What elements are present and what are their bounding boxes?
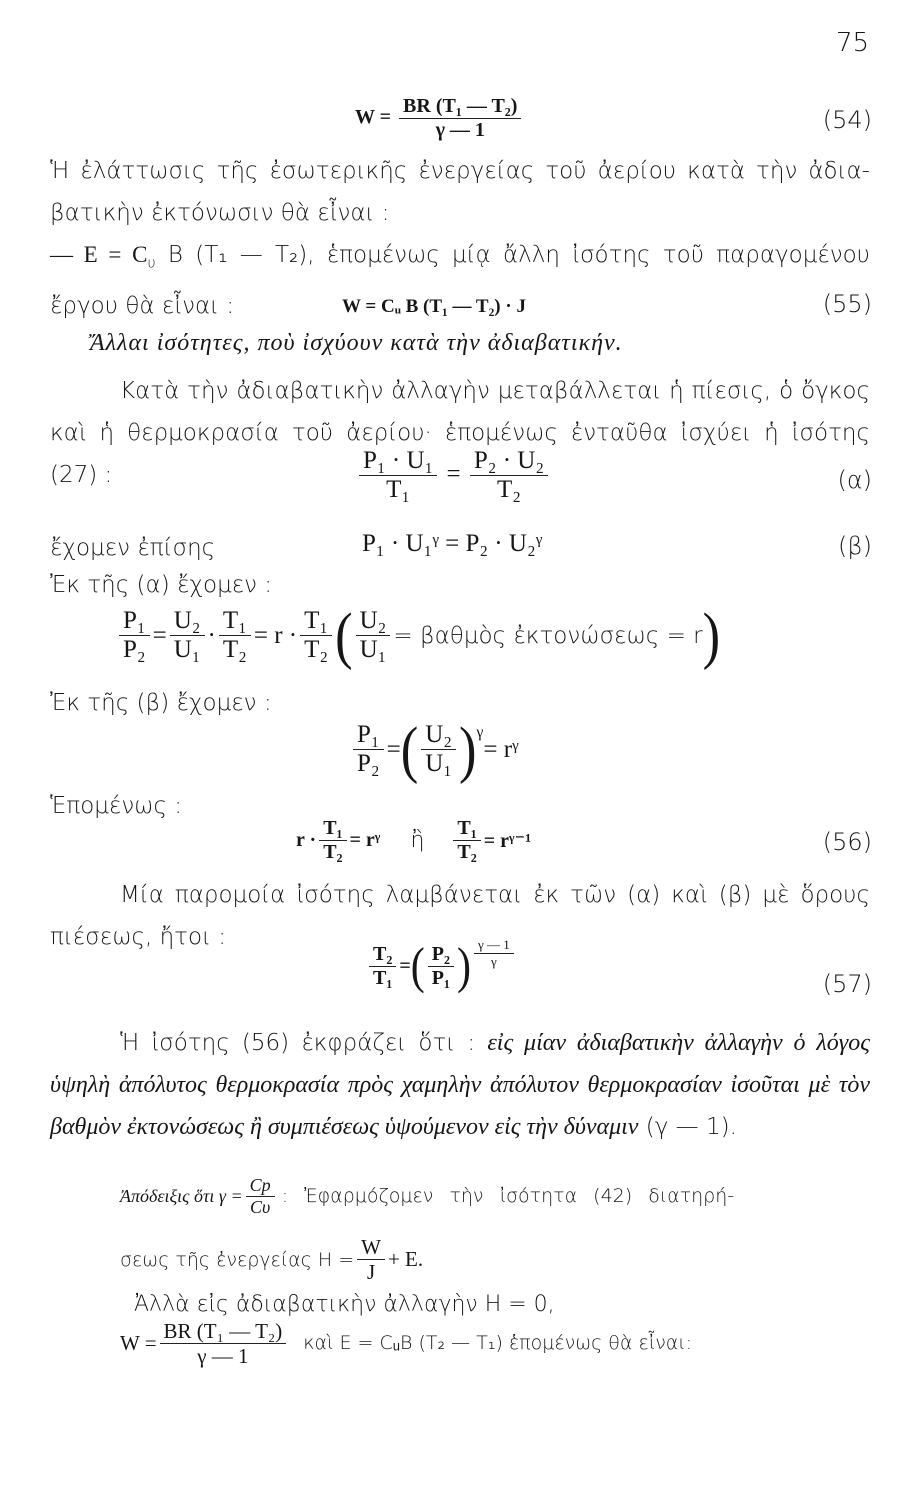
proof-line2-num: W (357, 1236, 385, 1260)
echomen-episis: ἔχομεν ἐπίσης (50, 535, 216, 561)
eq54-lhs: W = (355, 106, 392, 129)
proof-label: Ἀπόδειξις ὅτι γ = (120, 1185, 243, 1206)
eq56-pre: r · (296, 829, 317, 851)
pr-close-paren: ) (459, 714, 477, 785)
eq57-left-frac (369, 944, 396, 989)
eq56-rhs: = rᵞ⁻¹ (483, 830, 532, 852)
ratio-f3-den: T₂ (222, 636, 247, 664)
ratio-f4-den: T₂ (304, 636, 329, 664)
ratio-dot: · (207, 621, 216, 649)
ratio-f4-num: T₁ (300, 608, 332, 636)
ratio-f1-num: P₁ (119, 608, 150, 636)
ratio-eq-1: = (152, 621, 167, 649)
proof-fraction (246, 1176, 275, 1217)
equation-54 (355, 96, 524, 141)
para4-start: Ἡ ἰσότης (56) ἐκφράζει ὅτι : (120, 1030, 488, 1056)
alpha-right-num: P₂ · U₂ (470, 448, 548, 476)
pr-open-paren: ( (400, 714, 419, 785)
ratio-close-paren: ) (702, 600, 721, 671)
pr-inner-frac (421, 722, 456, 778)
proof-line2-post: + E. (387, 1247, 424, 1272)
ek-alpha: Ἐκ τῆς (α) ἔχομεν : (50, 572, 273, 598)
ratio-frac-4 (300, 608, 332, 664)
paragraph-3: Μία παρομοία ἰσότης λαμβάνεται ἐκ τῶν (α) καὶ (β) μὲ ὅρους πιέσεως, ἤτοι : (50, 882, 870, 950)
pr-rhs: = rᵞ (483, 735, 519, 763)
equation-57 (366, 937, 517, 995)
equation-ratio (116, 600, 721, 671)
eq-beta-label: (β) (837, 532, 872, 560)
epomenos: Ἑπομένως : (50, 793, 183, 819)
eq56-d2: T₂ (457, 841, 477, 863)
ratio-open-paren: ( (335, 600, 353, 671)
energy-lhs: — E = C (50, 242, 148, 267)
paragraph-4 (50, 1022, 870, 1148)
proof-line4-lhs: W = (120, 1331, 157, 1356)
eq57-exp-num: γ — 1 (474, 938, 514, 954)
ratio-f2-num: U₂ (170, 608, 205, 636)
equation-pressure-ratio (350, 714, 519, 785)
pr-exponent: γ (476, 724, 484, 741)
eq-alpha-label: (α) (837, 466, 872, 494)
eq57-inner-den: P₁ (431, 967, 450, 989)
ratio-f3-num: T₁ (219, 608, 251, 636)
eq57-exponent (474, 938, 514, 968)
ratio-frac-2 (170, 608, 205, 664)
proof-line-2 (120, 1236, 423, 1283)
eq56-frac-1 (319, 818, 346, 863)
equation-beta: P₁ · U₁ᵞ = P₂ · U₂ᵞ (362, 530, 543, 557)
ratio-mid: = r · (253, 621, 298, 649)
eq57-label: (57) (822, 970, 872, 998)
eq56-label: (56) (822, 828, 872, 856)
alpha-right-den: T₂ (496, 476, 521, 504)
eq57-inner-frac (428, 944, 454, 989)
alpha-equals: = (446, 460, 461, 488)
eq57-left-den: T₁ (373, 967, 393, 989)
ratio-inner-frac (356, 608, 391, 664)
equation-55: W = Cᵤ B (T₁ — T₂) · J (342, 296, 526, 317)
proof-line4-den: γ — 1 (197, 1344, 249, 1369)
proof-line2-den: J (366, 1260, 376, 1285)
eq56-n1: T₁ (319, 818, 346, 841)
proof-den: Cυ (250, 1196, 271, 1217)
pr-inner-den: U₁ (425, 750, 452, 778)
eq56-d1: T₂ (323, 841, 343, 863)
proof-line4-num: BR (T₁ — T₂) (160, 1320, 287, 1344)
eq57-exp-den: γ (490, 953, 497, 969)
alpha-left-num: P₁ · U₁ (359, 448, 437, 476)
pr-left-den: P₂ (357, 750, 380, 778)
proof-num: Cp (246, 1176, 275, 1197)
ratio-frac-1 (119, 608, 150, 664)
para4-italic: εἰς μίαν ἀδιαβατικὴν ἀλλαγὴν ὁ λόγος ὑψηλὴ ἀπόλυτος θερμοκρασία πρὸς χαμηλὴν ἀπόλυτον θερμοκρασίαν ἰσοῦται μὲ τὸν βαθμὸν ἐκτονώσεως ἢ συμπιέσεως ὑψούμενον εἰς τὴν δύναμιν (50, 1030, 871, 1140)
eq57-eq: = (399, 955, 411, 977)
eq54-numerator: BR (T₁ — T₂) (399, 96, 521, 119)
energy-rest: B (T₁ — T₂), ἑπομένως μίᾳ ἄλλη ἰσότης τοῦ παραγομένου ἔργου θὰ εἶναι : (50, 242, 870, 319)
ratio-inner-den: U₁ (359, 636, 387, 664)
eq57-inner-num: P₂ (428, 944, 454, 967)
eq54-fraction (399, 96, 521, 141)
proof-line-1 (120, 1176, 734, 1217)
eq57-left-num: T₂ (369, 944, 396, 967)
eq56-or: ἢ (410, 828, 425, 853)
para4-end: (γ — 1). (638, 1114, 737, 1140)
proof-line2-pre: σεως τῆς ἐνεργείας H = (120, 1248, 355, 1271)
proof-line4-post: καὶ E = CᵤB (T₂ — T₁) ἑπομένως θὰ εἶναι: (303, 1332, 693, 1355)
energy-sub: υ (147, 255, 156, 272)
ek-beta: Ἐκ τῆς (β) ἔχομεν : (50, 690, 272, 716)
eq56-frac-2 (453, 818, 480, 863)
proof-line4-fraction (160, 1320, 287, 1367)
eq56-mid1: = rᵞ (349, 829, 381, 851)
alpha-left-fraction (359, 448, 437, 504)
page-number: 75 (836, 28, 870, 58)
ratio-inner-text: = βαθμὸς ἐκτονώσεως = r (393, 622, 703, 649)
ratio-f1-den: P₂ (123, 636, 146, 664)
pr-left-frac (353, 722, 384, 778)
equation-56 (296, 818, 531, 863)
eq54-denominator: γ — 1 (435, 119, 485, 141)
ratio-frac-3 (219, 608, 251, 664)
paragraph-1: Ἡ ἐλάττωσις τῆς ἐσωτερικῆς ἐνεργείας τοῦ ἀερίου κατὰ τὴν ἀδια- βατικὴν ἐκτόνωσιν θὰ εἶναι : (50, 158, 870, 226)
pr-eq: = (386, 735, 401, 763)
ratio-f2-den: U₁ (173, 636, 201, 664)
pr-left-num: P₁ (353, 722, 384, 750)
section-heading: Ἄλλαι ἰσότητες, ποὺ ἰσχύουν κατὰ τὴν ἀδιαβατικήν. (90, 330, 623, 356)
proof-line-4 (120, 1320, 692, 1367)
pr-inner-num: U₂ (421, 722, 456, 750)
proof-line2-fraction (357, 1236, 385, 1283)
eq55-label: (55) (822, 290, 872, 318)
paragraph-2: Κατὰ τὴν ἀδιαβατικὴν ἀλλαγὴν μεταβάλλεται ἡ πίεσις, ὁ ὄγκος καὶ ἡ θερμοκρασία τοῦ ἀερίου· ἑπομένως ἐνταῦθα ἰσχύει ἡ ἰσότης (27) : (50, 378, 870, 488)
eq54-label: (54) (822, 106, 872, 134)
proof-text: : Ἐφαρμόζομεν τὴν ἰσότητα (42) διατηρή- (281, 1185, 735, 1208)
equation-alpha (356, 448, 551, 504)
eq56-n2: T₁ (453, 818, 480, 841)
eq57-close-paren: ) (456, 938, 471, 995)
eq57-open-paren: ( (410, 938, 425, 995)
proof-line-3: Ἀλλὰ εἰς ἀδιαβατικὴν ἀλλαγὴν H = 0, (134, 1292, 555, 1317)
alpha-left-den: T₁ (386, 476, 411, 504)
alpha-right-fraction (470, 448, 548, 504)
ratio-inner-num: U₂ (356, 608, 391, 636)
